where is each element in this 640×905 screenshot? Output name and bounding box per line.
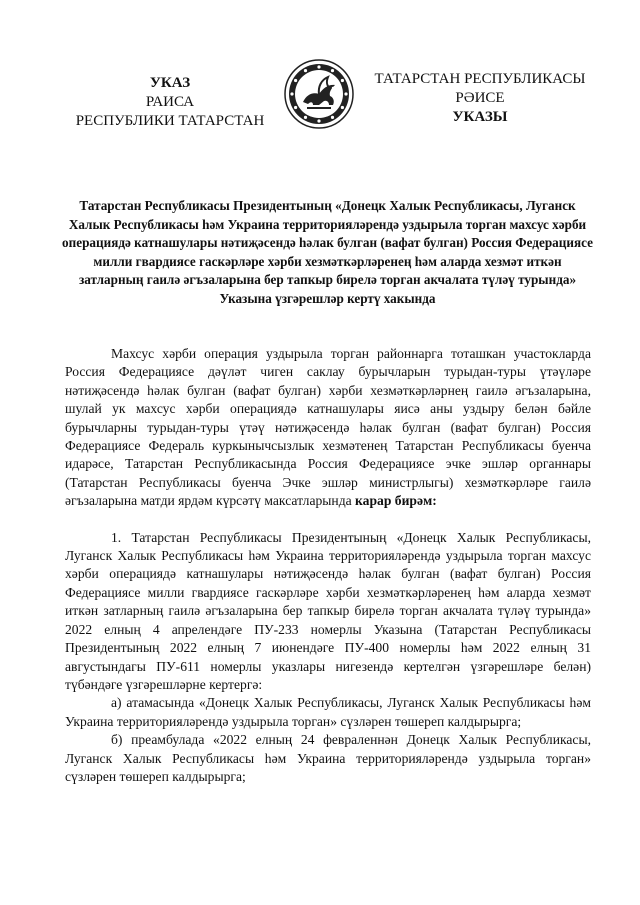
- item-1a-paragraph: а) атамасында «Донецк Халык Республикасы, Луганск Халык Республикасы һәм Украина территорияләрендә уздырыла торган» сүзләрен төшереп калдырырга;: [65, 695, 591, 729]
- header-left-russian: [60, 74, 280, 131]
- tatarstan-emblem-icon: [283, 58, 355, 130]
- header-left-line3: РЕСПУБЛИКИ ТАТАРСТАН: [75, 113, 265, 129]
- header-left-line1: УКАЗ: [149, 75, 191, 91]
- preamble-paragraph: [65, 345, 591, 511]
- header-right-line3: УКАЗЫ: [452, 109, 508, 125]
- document-title: Татарстан Республикасы Президентының «Донецк Халык Республикасы, Луганск Халык Республикасы һәм Украина территорияләрендә уздырыла торган махсус хәрби операциядә катнашулары нәтиҗәсендә һәлак булган (вафат булган) Россия Федерациясе милли гвардиясе гаскәрләре хәрби хезмәткәрләренең һәм аларда хезмәт иткән затларның гаилә әгъзаларына бер тапкыр бирелә торган акчалата түләү турында» Указына үзгәрешләр кертү хакында: [62, 198, 593, 306]
- item-1-paragraph: 1. Татарстан Республикасы Президентының «Донецк Халык Республикасы, Луганск Халык Республикасы һәм Украина территорияләрендә уздырыла торган махсус хәрби операциядә катнашулары нәтиҗәсендә һәлак булган (вафат булган) Россия Федерациясе милли гвардиясе гаскәрләре хәрби хезмәткәрләренең һәм аларда хезмәт иткән затларның гаилә әгъзаларына бер тапкыр бирелә торган акчалата түләү турында» 2022 елның 4 апрелендәге ПУ-233 номерлы Указына (Татарстан Республикасы Президентының 2022 елның 7 июнендәге ПУ-400 номерлы һәм 2022 елның 31 августындагы ПУ-611 номерлы указлары нигезендә кертелгән үзгәрешләре белән) түбәндәге үзгәрешләрне кертергә:: [65, 529, 591, 692]
- header-left-line2: РАИСА: [145, 94, 195, 110]
- preamble-decision: карар бирәм:: [355, 493, 437, 509]
- item-1b-paragraph: б) преамбулада «2022 елның 24 февраленнән Донецк Халык Республикасы, Луганск Халык Республикасы һәм Украина территорияләрендә уздырыла торган» сүзләрен төшереп калдырырга;: [65, 732, 591, 784]
- preamble-text: Махсус хәрби операция уздырыла торган районнарга тоташкан участокларда Россия Федерациясе дәүләт чиген саклау бурычларын турыдан-туры үтәүләре нәтиҗәсендә һәлак булган (вафат булган) хәрби хезмәткәрләрнең гаилә әгъзаларына, шулай ук махсус хәрби операциядә катнашулары яисә аны уздыру белән бәйле бурычларны турыдан-туры үтәү нәтиҗәсендә һәлак булган (вафат булган) Россия Федерациясе Федераль куркынычсызлык хезмәтенең Татарстан Республикасы буенча идарәсе, Татарстан Республикасында Россия Федерациясе эчке эшләр органнары (Татарстан Республикасы буенча Эчке эшләр министрлыгы) хезмәткәрләре гаилә әгъзаларына матди ярдәм күрсәтү максатларында: [65, 346, 591, 509]
- header-right-tatar: [362, 70, 598, 127]
- document-body: [65, 345, 591, 786]
- header-right-line2: РӘИСЕ: [455, 90, 505, 106]
- header-right-line1: ТАТАРСТАН РЕСПУБЛИКАСЫ: [374, 71, 586, 87]
